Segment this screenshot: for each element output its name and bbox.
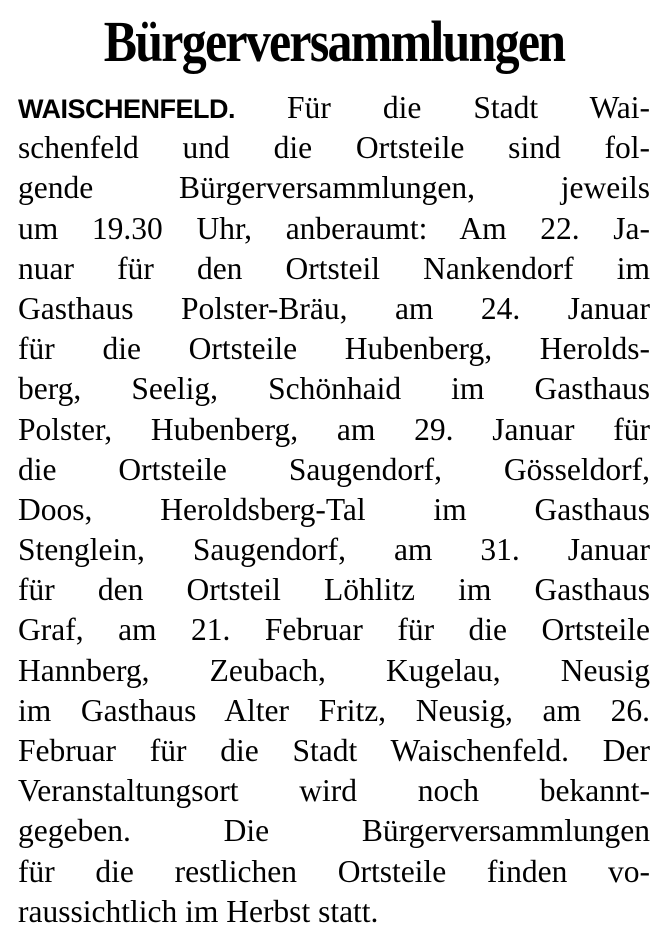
body-line-9: Polster, Hubenberg, am 29. Januar für <box>18 411 650 447</box>
body-line-20: für die restlichen Ortsteile finden vo- <box>18 853 650 889</box>
dateline: WAISCHENFELD. <box>18 94 236 124</box>
body-line-13: für den Ortsteil Löhlitz im Gasthaus <box>18 572 650 608</box>
body-line-5: nuar für den Ortsteil Nankendorf im <box>18 250 650 286</box>
body-line-21: raussichtlich im Herbst statt. <box>18 893 379 929</box>
body-line-8: berg, Seelig, Schönhaid im Gasthaus <box>18 371 650 407</box>
body-line-7: für die Ortsteile Hubenberg, Herolds- <box>18 331 650 367</box>
news-article <box>18 0 650 932</box>
body-line-17: Februar für die Stadt Waischenfeld. Der <box>18 733 650 768</box>
body-line-1-text: Für die Stadt Wai- <box>235 90 650 125</box>
headline: Bürgerversammlungen <box>103 9 565 74</box>
body-line-19: gegeben. Die Bürgerversammlungen <box>18 813 650 849</box>
body-line-3: gende Bürgerversammlungen, jeweils <box>18 170 650 206</box>
body-line-4: um 19.30 Uhr, anberaumt: Am 22. Ja- <box>18 210 650 246</box>
article-body <box>18 88 650 932</box>
body-line-14: Graf, am 21. Februar für die Ortsteile <box>18 612 650 648</box>
body-line-10: die Ortsteile Saugendorf, Gösseldorf, <box>18 451 650 487</box>
body-line-2: schenfeld und die Ortsteile sind fol- <box>18 130 650 166</box>
body-line-12: Stenglein, Saugendorf, am 31. Januar <box>18 532 650 568</box>
body-line-18: Veranstaltungsort wird noch bekannt- <box>18 773 650 809</box>
body-line-6: Gasthaus Polster-Bräu, am 24. Januar <box>18 290 650 326</box>
body-line-1 <box>18 88 650 128</box>
body-line-15: Hannberg, Zeubach, Kugelau, Neusig <box>18 652 650 688</box>
body-line-16: im Gasthaus Alter Fritz, Neusig, am 26. <box>18 692 650 728</box>
body-line-11: Doos, Heroldsberg-Tal im Gasthaus <box>18 491 650 527</box>
